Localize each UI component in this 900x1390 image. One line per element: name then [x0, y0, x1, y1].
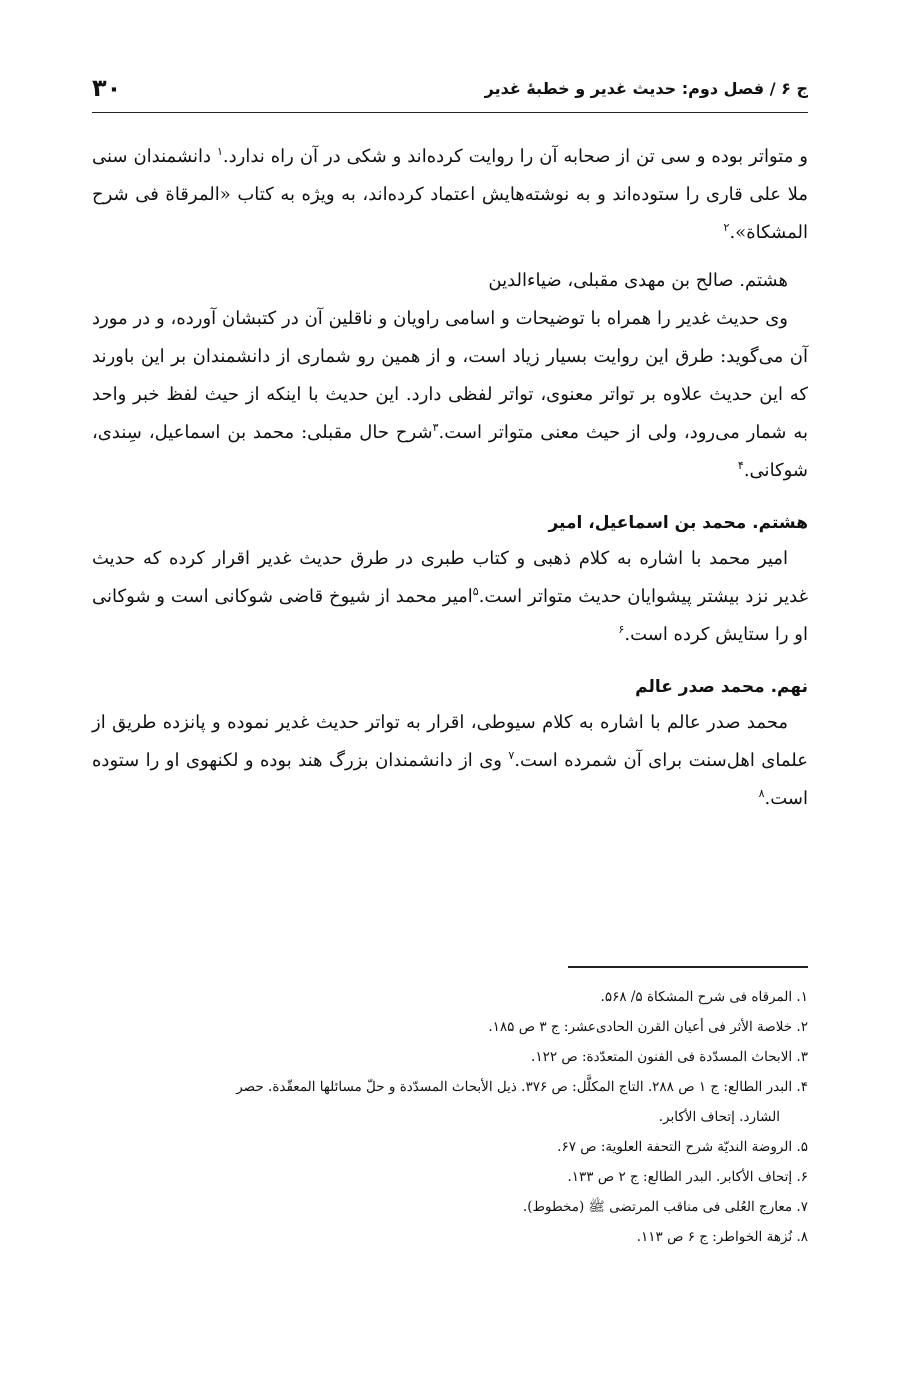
footnote-7: ۷. معارج العُلی فی مناقب المرتضی ﷺ (مخطوط).: [522, 1199, 808, 1215]
paragraph-5-text-b: وی از دانشمندان بزرگ هند بوده و لکنهوی او را ستوده است.: [92, 750, 808, 809]
paragraph-4-text-a: امیر محمد با اشاره به کلام ذهبی و کتاب طبری در طرق حدیث غدیر اقرار کرده که حدیث غدیر نزد بیشتر پیشوایان حدیث متواتر است.: [92, 548, 808, 607]
footnote-4-continued: الشارد. إتحاف الأکابر.: [658, 1109, 780, 1125]
paragraph-5-text-a: محمد صدر عالم با اشاره به کلام سیوطی، اقرار به تواتر حدیث غدیر نموده و پانزده طریق از علمای اهل‌سنت برای آن شمرده است.: [92, 712, 808, 771]
page-header: [92, 64, 808, 113]
footnote-3: ۳. الابحاث المسدّدة فی الفنون المتعدّدة: ص ۱۲۲.: [531, 1049, 808, 1065]
paragraph-3: [92, 300, 808, 490]
paragraph-1-text-b: دانشمندان سنی ملا علی قاری را ستوده‌اند و به نوشته‌هایش اعتماد کرده‌اند، به ویژه به کتاب «المرقاة فی شرح المشکاة».: [92, 146, 808, 243]
paragraph-4-text-b: امیر محمد از شیوخ قاضی شوکانی است و شوکانی او را ستایش کرده است.: [92, 586, 808, 645]
footnotes: [92, 966, 808, 1252]
footnote-2: ۲. خلاصة الأثر فی أعیان القرن الحادی‌عشر: ج ۳ ص ۱۸۵.: [488, 1019, 808, 1035]
body-text: [92, 138, 808, 818]
footnote-4: ۴. البدر الطالع: ج ۱ ص ۲۸۸. التاج المکلَّل: ص ۳۷۶. ذیل الأبحاث المسدّدة و حلّ مسائلها المعقّدة. حصر: [236, 1079, 808, 1095]
footnote-ref-2: ۲: [723, 221, 730, 234]
footnote-1: ۱. المرقاه فی شرح المشکاة ۵/ ۵۶۸.: [600, 989, 808, 1005]
footnote-ref-6: ۶: [618, 623, 625, 636]
paragraph-2: هشتم. صالح بن مهدی مقبلی، ضیاءالدین: [488, 270, 788, 291]
running-title: ج ۶ / فصل دوم: حدیث غدیر و خطبهٔ غدیر: [484, 78, 808, 98]
section-heading-9: نهم. محمد صدر عالم: [635, 677, 808, 697]
paragraph-1: [92, 138, 808, 252]
footnote-ref-3: ۳: [432, 421, 439, 434]
paragraph-3-text-a: وی حدیث غدیر را همراه با توضیحات و اسامی راویان و ناقلین آن در کتبشان آورده، و در مورد آن می‌گوید: طرق این روایت بسیار زیاد است، و از همین رو شماری از دانشمندان بر این باورند که این حدیث علاوه بر تواتر معنوی، تواتر لفظی دارد. این حدیث با اینکه از حیث لفظ خبر واحد به شمار می‌رود، ولی از حیث معنی متواتر است.: [92, 308, 808, 443]
paragraph-5: [92, 704, 808, 818]
footnote-5: ۵. الروضة الندیّة شرح التحفة العلویة: ص ۶۷.: [557, 1139, 808, 1155]
footnote-ref-1: ۱: [217, 145, 223, 158]
footnote-divider: [568, 966, 808, 968]
footnote-ref-7: ۷: [508, 749, 515, 762]
paragraph-1-text-a: و متواتر بوده و سی تن از صحابه آن را روایت کرده‌اند و شکی در آن راه ندارد.: [222, 146, 808, 167]
section-heading-8: هشتم. محمد بن اسماعیل، امیر: [548, 513, 808, 533]
footnote-ref-8: ۸: [758, 787, 765, 800]
paragraph-4: [92, 540, 808, 654]
footnote-ref-5: ۵: [472, 585, 479, 598]
paragraph-3-text-b: شرح حال مقبلی: محمد بن اسماعیل، سِندی، شوکانی.: [92, 422, 808, 481]
footnote-8: ۸. نُزهة الخواطر: ج ۶ ص ۱۱۳.: [636, 1229, 808, 1245]
page-number: ۳۰: [92, 74, 122, 102]
footnote-6: ۶. إتحاف الأکابر. البدر الطالع: ج ۲ ص ۱۳۳.: [567, 1169, 808, 1185]
footnote-ref-4: ۴: [737, 459, 744, 472]
